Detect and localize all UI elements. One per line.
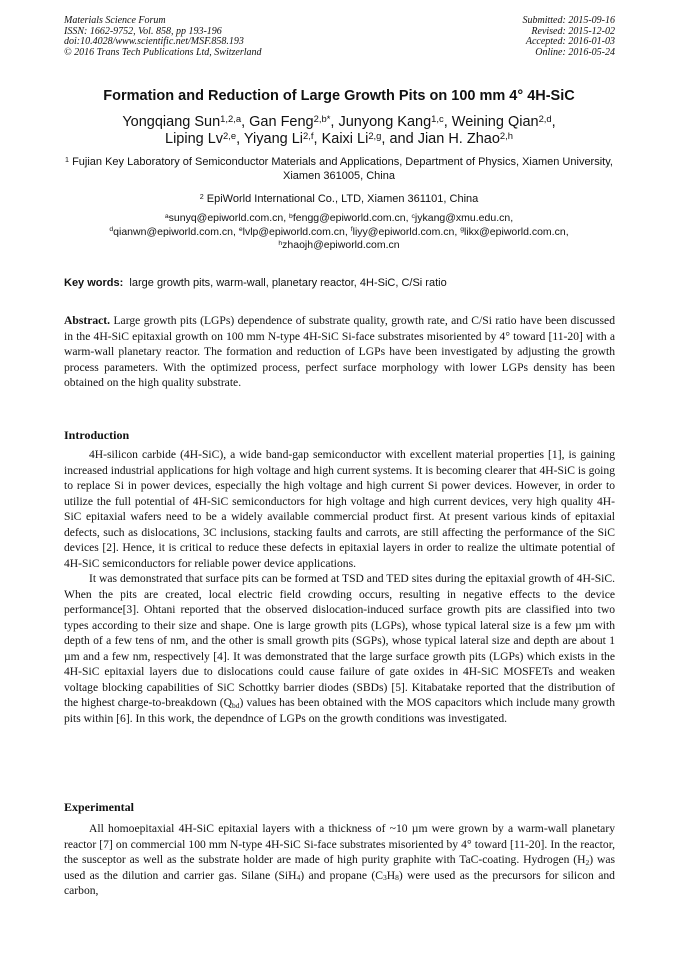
- email[interactable]: $^d$qianwn@epiworld.com.cn: [109, 225, 233, 238]
- intro-paragraph-2: It was demonstrated that surface pits can be formed at TSD and TED sites during the epitaxial growth of 4H-SiC. When the pits are created, local electric field crowding occurs, resulting in negative effects to the device performance[3]. Ohtani reported that the observed dislocation-induced surface growth pits are classified into two types according to their size and shape. One is large growth pits (LGPs), whose typical lateral size is a few µm with depth of a few tens of nm, and the other is small growth pits (SGPs), whose typical lateral size and depth are about 1 µm and a few nm, respectively [4]. It was demonstrated that the large surface growth pits (LGPs) which exists in the 4H-SiC epitaxial layers due to dislocations could cause failure of gate oxides in 4H-SiC MOSFETs and weaken voltage blocking capabilities of SiC Schottky barrier diodes (SBDs) [5]. Kitabatake reported that the distribution of the highest charge-to-breakdown $(Q_{bd})$ values has been obtained with the MOS capacitors which include many growth pits within [6]. In this work, the dependnce of LGPs on the growth conditions was investigated.: [64, 572, 616, 725]
- online-date: Online: 2016-05-24: [535, 46, 615, 58]
- author-list: [40, 114, 638, 148]
- author: Weining Qian$^{2,d}$,: [451, 112, 556, 130]
- email[interactable]: $^b$fengg@epiworld.com.cn: [289, 212, 406, 224]
- author: Yiyang Li$^{2,f}$,: [243, 129, 322, 147]
- author: Kaixi Li$^{2,g}$, and: [321, 129, 418, 147]
- author: Gan Feng$^{2,b*}$,: [249, 112, 339, 130]
- author: Liping Lv$^{2,e}$,: [165, 129, 244, 147]
- introduction-body: [64, 447, 615, 726]
- revised-date: Revised: 2015-12-02: [531, 25, 615, 37]
- exp-paragraph-1: All homoepitaxial 4H-SiC epitaxial layers with a thickness of ~10 µm were grown by a warm-wall planetary reactor [7] on commercial 100 mm N-type 4H-SiC Si-face substrates misoriented by 4° toward [11-20]. In the reactor, the susceptor as well as the substrate holder are made of high purity graphite with TaC-coating. Hydrogen $(H_2)$ was used as the dilution and carrier gas. Silane (SiH$_4$) and propane $(C_3H_8)$ were used as the precursors for silicon and carbon,: [64, 822, 615, 897]
- journal-info: [64, 16, 262, 58]
- email[interactable]: $^a$sunyq@epiworld.com.cn: [164, 212, 284, 224]
- doi: doi:10.4028/www.scientific.net/MSF.858.193: [64, 36, 244, 47]
- submitted-date: Submitted: 2015-09-16: [522, 15, 615, 26]
- email[interactable]: $^h$zhaojh@epiworld.com.cn: [278, 239, 400, 251]
- experimental-heading: Experimental: [64, 800, 134, 814]
- author: Junyong Kang$^{1,c}$,: [338, 112, 452, 130]
- dates-info: [523, 16, 616, 58]
- keywords-label: Key words:: [64, 277, 124, 289]
- copyright: © 2016 Trans Tech Publications Ltd, Switzerland: [64, 46, 262, 58]
- email[interactable]: $^f$liyy@epiworld.com.cn: [350, 225, 455, 238]
- issn: ISSN: 1662-9752, Vol. 858, pp 193-196: [64, 25, 222, 37]
- keywords-text: large growth pits, warm-wall, planetary reactor, 4H-SiC, C/Si ratio: [129, 277, 447, 289]
- accepted-date: Accepted: 2016-01-03: [525, 36, 615, 47]
- intro-paragraph-1: 4H-silicon carbide (4H-SiC), a wide band-gap semiconductor with excellent material properties [1], is gaining increased industrial applications for high voltage and high current systems. It is becoming clearer that 4H-SiC is going to replace Si in power devices, especially the high voltage and high current Si power devices. However, in order to utilize the full potential of 4H-SiC semiconductors for high voltage and high current devices, very high quality 4H-SiC epitaxial wafers need to be a widely available commercial product first. At present various kinds of epitaxial defects, such as dislocations, 3C inclusions, stacking faults and carrots, are still affecting the performance of the SiC devices [2]. Hence, it is critical to reduce these defects in epitaxial layers in order to realize the ultimate potential of 4H-SiC semiconductors for reliable power device applications.: [64, 448, 615, 570]
- journal-name: Materials Science Forum: [64, 15, 166, 26]
- affiliation-1: $^1$ Fujian Key Laboratory of Semiconductor Materials and Applications, Department of Physics, Xiamen University, Xiamen 361005, China: [65, 155, 613, 182]
- email[interactable]: $^e$lvlp@epiworld.com.cn: [238, 225, 345, 238]
- abstract-text: Large growth pits (LGPs) dependence of substrate quality, growth rate, and C/Si ratio have been discussed in the 4H-SiC epitaxial growth on 100 mm N-type 4H-SiC Si-face substrates misoriented by 4° toward [11-20] with a warm-wall planetary reactor. The formation and reduction of LGPs have been investigated by adjusting the growth process parameters. With the optimized process, perfect surface morphology with lower LGPs density has been obtained on the high quality substrate.: [64, 314, 615, 389]
- author: Yongqiang Sun$^{1,2,a}$,: [122, 112, 250, 130]
- email-list: $^a$sunyq@epiworld.com.cn, $^b$fengg@epiworld.com.cn, $^c$jykang@xmu.edu.cn, $^d$qianwn@epiworld.com.cn, $^e$lvlp@epiworld.com.cn, $^f$liyy@epiworld.com.cn, $^g$likx@epiworld.com.cn, $^h$zhaojh@epiworld.com.cn: [109, 212, 569, 251]
- keywords: [64, 277, 615, 289]
- experimental-body: [64, 821, 615, 899]
- paper-title: Formation and Reduction of Large Growth Pits on 100 mm 4° 4H-SiC: [103, 88, 575, 104]
- author: Jian H. Zhao$^{2,h}$: [417, 129, 513, 147]
- affiliation-2: $^2$ EpiWorld International Co., LTD, Xiamen 361101, China: [199, 192, 479, 205]
- abstract: [64, 313, 615, 391]
- email[interactable]: $^c$jykang@xmu.edu.cn: [411, 212, 511, 224]
- introduction-heading: Introduction: [64, 428, 130, 442]
- abstract-label: Abstract.: [64, 314, 111, 327]
- email[interactable]: $^g$likx@epiworld.com.cn: [460, 225, 566, 238]
